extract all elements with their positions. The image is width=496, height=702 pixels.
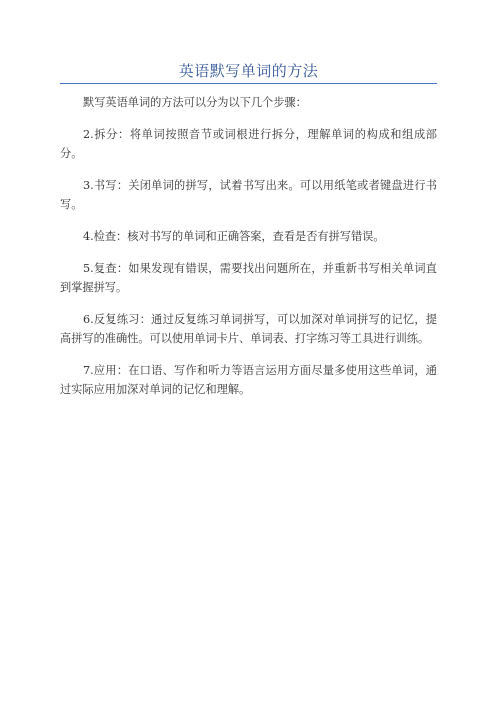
title-underline [60, 83, 437, 84]
paragraph-step-review: 5.复查：如果发现有错误，需要找出问题所在，并重新书写相关单词直到掌握拼写。 [60, 262, 437, 294]
document-title: 英语默写单词的方法 [178, 62, 319, 80]
paragraph-step-check: 4.检查：核对书写的单词和正确答案，查看是否有拼写错误。 [83, 230, 385, 243]
paragraph-step-practice: 6.反复练习：通过反复练习单词拼写，可以加深对单词拼写的记忆，提高拼写的准确性。可以使用单词卡片、单词表、打字练习等工具进行训练。 [60, 313, 437, 345]
paragraph-step-split: 2.拆分：将单词按照音节或词根进行拆分，理解单词的构成和组成部分。 [60, 128, 437, 160]
paragraph-intro: 默写英语单词的方法可以分为以下几个步骤： [83, 96, 307, 109]
paragraph-step-apply: 7.应用：在口语、写作和听力等语言运用方面尽量多使用这些单词，通过实际应用加深对单词的记忆和理解。 [60, 364, 437, 396]
paragraph-step-write: 3.书写：关闭单词的拼写，试着书写出来。可以用纸笔或者键盘进行书写。 [60, 179, 437, 211]
document-body [60, 93, 437, 412]
